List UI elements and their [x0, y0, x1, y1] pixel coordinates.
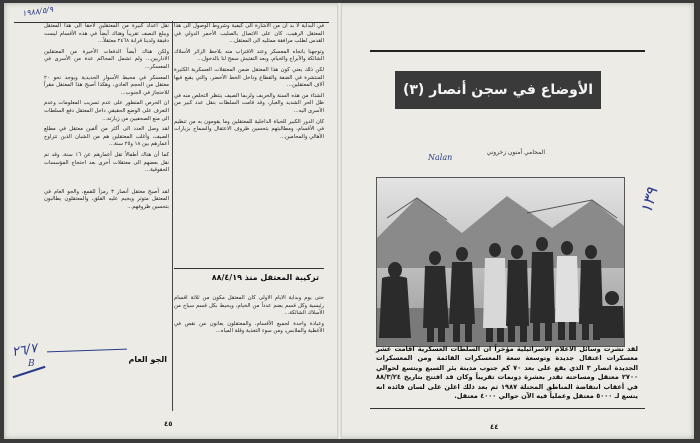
photo-illustration: [377, 178, 624, 346]
article-column-right: [174, 23, 324, 293]
paragraph: ان الحرص المتطور على عدم تسريب المعلومات وعدم التعرف على الوضع الحقيقي داخل المعتقل دفع السلطات الى منع الصحفيين من زيارته...: [44, 100, 169, 122]
right-page: [340, 3, 694, 439]
handwritten-letter: B: [28, 359, 35, 369]
article-column-right-bottom: [174, 295, 324, 410]
section-heading-structure: تركيبة المعتقل منذ ٨٨/٤/١٩: [211, 273, 319, 282]
paragraph: كما أن هناك أطفالاً تقل أعمارهم عن ١٦ سنة، وقد تم نقل بعضهم الى معتقلات أخرى بعد احتجاج المؤسسات الحقوقية...: [44, 151, 169, 174]
paragraph: كان الدور الكبير للحياة الداخلية للمعتقلين وما يقومون به من تنظيم في الأقسام، ومطالبتهم بتحسين ظروف الاعتقال والسماح بزيارات الأهالي والمحامين...: [174, 118, 324, 140]
handwritten-margin-note: ٢٦/٧: [10, 340, 39, 361]
paragraph: نقل أعداد كبيرة من المعتقلين لاحقاً الى هذا المعتقل ويبلغ النصف تقريباً وهناك أيضاً في هذه الأقسام ليست دقيقة ولدينا قرابة ٢٤٦٨ معتقلاً...: [44, 23, 169, 45]
bottom-rule: [370, 408, 645, 409]
handwritten-date: ١٩٨٨/٥/٩: [21, 4, 54, 19]
paragraph: في البداية لا بد أن من الاشارة الى كيفية وشروط الوصول الى هذا المعتقل الرهيب، كان على الاتصال بالصليب الأحمر الدولي في القدس لطلب مرافقة ممثليه الى المعتقل...: [174, 23, 324, 45]
page-number-right: ٤٤: [490, 423, 499, 431]
photo-caption: لقد نشرت وسائل الاعلام الاسرائيلية مؤخراً ان السلطات العسكرية اقامت عشر معسكرات اعتقال جديدة وتوسعة سعة المعسكرات القائمة ومن المعسكرات الجديدة انصار ٣ الذي يقع على بعد ٧٠ كم جنوب مدينة بئر السبع ويتسع لحوالي ٢٧٠٠ معتقل ومساحته تقدر بعشرة دونمات تقريباً وكان قد افتتح بتاريخ ٨٨/٣/٢٤ في أعقاب انتفاضة المناطق المحتلة ١٩٨٧ ثم بعد ذلك اعلن على لسان قائده انه يتسع لـ ٥٠٠٠ معتقل وعملياً فيه الآن حوالي ٤٠٠٠ معتقل.: [376, 345, 638, 401]
top-rule: [370, 50, 645, 52]
article-title-box: [395, 71, 601, 109]
paragraph: لقد أصبح معتقل أنصار ٣ رمزاً للقمع، والجو العام في المعتقل متوتر ويخيم عليه القلق، والمعتقلون يطالبون بتحسين ظروفهم...: [44, 188, 169, 210]
author-byline: المحامي أمنون زخروني: [486, 149, 545, 156]
article-title: الأوضاع في سجن أنصار (٣): [402, 82, 594, 98]
paragraph: ولكن هناك أيضاً الدفعات الأخيرة من المعتقلين الاداريين... ولم تشمل المحاكم عدة من الأسرى في المعسكر...: [44, 48, 169, 70]
section-heading-atmosphere: الجو العام: [128, 355, 167, 364]
handwritten-page-number: ١٣٩: [636, 185, 662, 216]
page-number-left: ٤٥: [164, 420, 173, 428]
paragraph: لكن ذلك يعني كون هذا المعتقل ضمن المعتقلات العسكرية الكثيرة المنتشرة في الضفة والقطاع وداخل الخط الأخضر، والتي يقبع فيها آلاف المعتقلين...: [174, 66, 324, 89]
scanned-spread: [4, 3, 694, 439]
handwritten-signature: Nalan: [428, 153, 453, 162]
paragraph: حتى يوم وبداية الأيام الأولى كان المعتقل مكون من ثلاثة أقسام رئيسية وكل قسم يضم عدداً من الخيام، ويحيط بكل قسم سياج من الأسلاك الشائكة...: [174, 295, 324, 317]
paragraph: المعسكر في محيط الأسوار الحديدية ويوجد نحو ٢٠ معتقل من الحجم العادي، وهكذا أصبح هذا المعتقل مقراً للاحتجاز في الجنوب...: [44, 74, 169, 96]
paragraph: وتوجهنا باتجاه المعسكر وعند الاقتراب منه يلاحظ الزائر الأسلاك الشائكة والأبراج والخيام، وبعد التفتيش سمح لنا بالدخول...: [174, 48, 324, 63]
paragraph: وعيادة واحدة لجميع الأقسام، والمعتقلون يعانون من نقص في الأغطية والملابس، ومن سوء التغذية وقلة المياه...: [174, 320, 324, 335]
paragraph: الشتاء من هذه السنة والخريف ولربما الصيف ينتظر التخلص منه في ظل الحر الشديد والغبار، وقد قامت السلطات بنقل عدد كبير من الأسرى اليه...: [174, 92, 324, 114]
prisoners-photo: [376, 177, 625, 347]
column-divider: [172, 21, 173, 411]
left-page: [4, 3, 340, 439]
section-divider: [174, 268, 324, 269]
paragraph: لقد وصل العدد الى أكثر من ألفين معتقل في مطلع الصيف، وأغلب المعتقلين هم من الشبان الذين تتراوح أعمارهم بين ١٨ و٢٥ سنة...: [44, 126, 169, 148]
